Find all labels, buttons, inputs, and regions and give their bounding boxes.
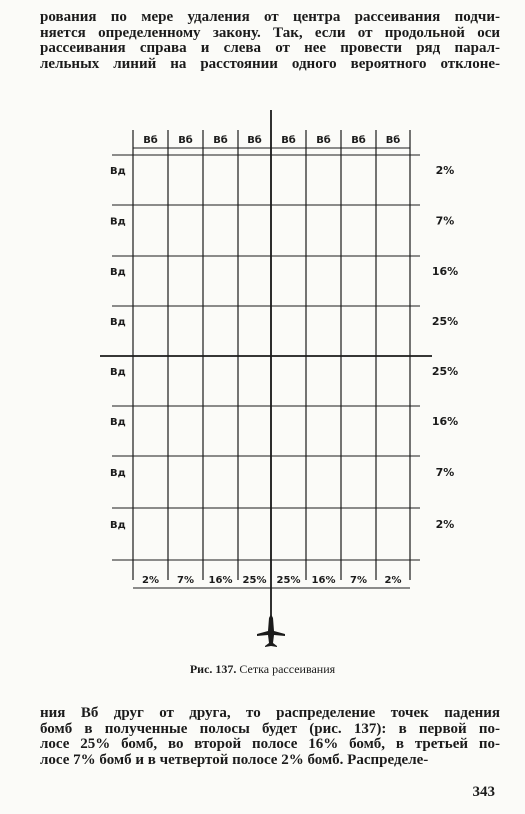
paragraph-bottom	[40, 706, 500, 768]
text-line: рования по мере удаления от центра рассеивания подчи-	[40, 9, 500, 25]
row-label: Вд	[110, 166, 126, 177]
column-label: Вб	[316, 135, 331, 146]
column-percentage: 25%	[242, 575, 267, 586]
column-label: Вб	[213, 135, 228, 146]
column-label: Вб	[351, 135, 366, 146]
row-label: Вд	[110, 367, 126, 378]
column-label: Вб	[178, 135, 193, 146]
column-percentage: 25%	[276, 575, 301, 586]
row-percentage: 16%	[431, 415, 459, 428]
text-line: лосе 25% бомб, во второй полосе 16% бомб, в третьей по-	[40, 736, 500, 752]
column-percentage: 2%	[142, 575, 159, 586]
text-line: рассеивания справа и слева от нее провести ряд парал-	[40, 40, 500, 56]
figure-caption	[0, 662, 525, 677]
column-label: Вб	[247, 135, 262, 146]
row-label: Вд	[110, 417, 126, 428]
column-label: Вб	[281, 135, 296, 146]
text-line: бомб в полученные полосы будет (рис. 137): в первой по-	[40, 720, 500, 737]
text-line: лельных линий на расстоянии одного вероятного отклоне-	[40, 55, 500, 72]
airplane-icon	[257, 614, 285, 647]
row-percentage: 16%	[431, 265, 459, 278]
column-label: Вб	[143, 135, 158, 146]
column-percentage: 16%	[311, 575, 336, 586]
text-line: няется определенному закону. Так, если от продольной оси	[40, 24, 500, 41]
row-percentage: 7%	[435, 466, 455, 479]
row-percentage: 2%	[435, 164, 455, 177]
row-label: Вд	[110, 468, 126, 479]
caption-number: Рис. 137.	[189, 662, 237, 676]
row-label: Вд	[110, 317, 126, 328]
column-label: Вб	[385, 135, 401, 146]
column-percentage: 16%	[208, 575, 233, 586]
column-percentage: 2%	[384, 575, 402, 586]
text-line: ния Вб друг от друга, то распределение точек падения	[40, 705, 500, 721]
row-label: Вд	[110, 267, 126, 278]
column-percentage: 7%	[350, 575, 367, 586]
column-percentage: 7%	[177, 575, 194, 586]
text-line: лосе 7% бомб и в четвертой полосе 2% бомб. Распределе-	[40, 751, 429, 768]
row-label: Вд	[110, 216, 126, 228]
row-label: Вд	[110, 520, 126, 531]
page-number: 343	[472, 784, 495, 800]
caption-text: Сетка рассеивания	[239, 662, 336, 676]
row-percentage: 25%	[431, 365, 459, 378]
row-percentage: 25%	[431, 315, 459, 328]
row-percentage: 2%	[435, 518, 455, 531]
row-percentage: 7%	[435, 214, 455, 228]
